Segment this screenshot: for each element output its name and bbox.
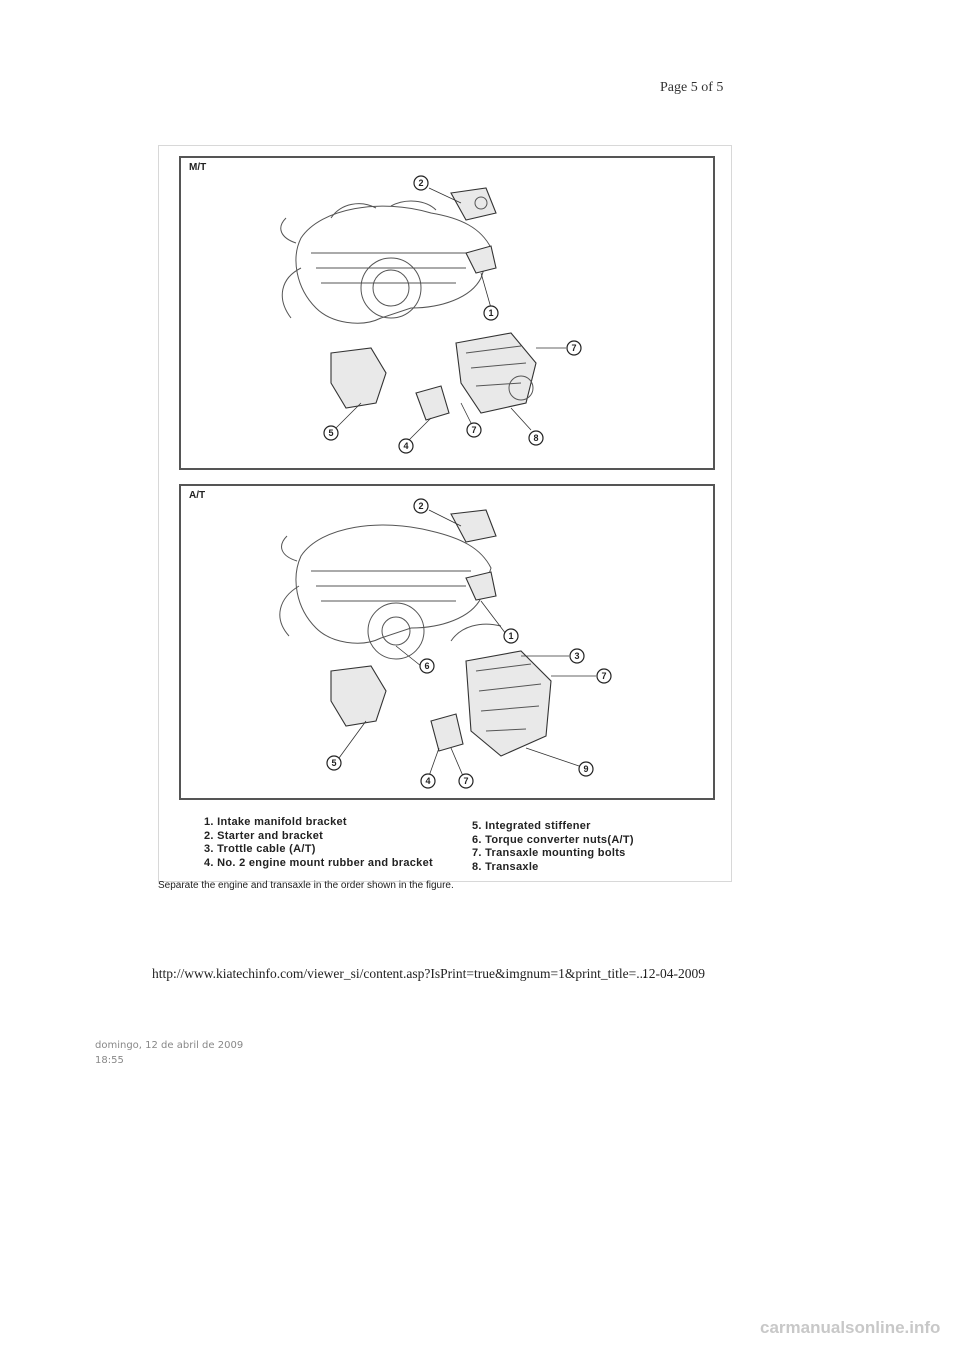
legend-item: 1. Intake manifold bracket: [204, 816, 347, 828]
callout-mt-4: [399, 439, 413, 453]
legend-column-right: [472, 820, 634, 874]
callout-at-4: [421, 774, 435, 788]
callout-mt-7a: [567, 341, 581, 355]
onenote-date: domingo, 12 de abril de 2009: [95, 1040, 244, 1051]
legend-column-left: [204, 816, 433, 870]
legend-item: 6. Torque converter nuts(A/T): [472, 833, 634, 846]
svg-text:3: 3: [574, 651, 580, 661]
callout-mt-5: [324, 426, 338, 440]
svg-text:2: 2: [418, 178, 424, 188]
svg-text:7: 7: [463, 776, 469, 786]
callout-at-3: [570, 649, 584, 663]
callout-at-7b: [459, 774, 473, 788]
exploded-view-figure: [158, 145, 732, 882]
panel-automatic-transmission: [179, 484, 715, 800]
callout-mt-7b: [467, 423, 481, 437]
callout-mt-8: [529, 431, 543, 445]
svg-text:2: 2: [418, 501, 424, 511]
callout-mt-2: [414, 176, 428, 190]
callout-at-9: [579, 762, 593, 776]
parts-legend: [204, 816, 724, 878]
svg-text:8: 8: [533, 433, 539, 443]
svg-text:5: 5: [328, 428, 334, 438]
panel-manual-transmission: [179, 156, 715, 470]
page-number: Page 5 of 5: [660, 80, 724, 95]
svg-text:1: 1: [488, 308, 494, 318]
legend-item: 8. Transaxle: [472, 860, 539, 873]
figure-caption: Separate the engine and transaxle in the order shown in the figure.: [158, 880, 454, 891]
svg-text:7: 7: [471, 425, 477, 435]
svg-text:7: 7: [571, 343, 577, 353]
at-engine-drawing: [181, 486, 709, 794]
callout-at-6: [420, 659, 434, 673]
onenote-time: 18:55: [95, 1055, 124, 1066]
svg-text:1: 1: [508, 631, 514, 641]
svg-text:9: 9: [583, 764, 589, 774]
legend-item: 3. Trottle cable (A/T): [204, 843, 316, 855]
mt-engine-drawing: [181, 158, 709, 464]
callout-at-1: [504, 629, 518, 643]
legend-item: 4. No. 2 engine mount rubber and bracket: [204, 856, 433, 869]
svg-text:4: 4: [425, 776, 431, 786]
callout-at-7a: [597, 669, 611, 683]
panel-label-at: A/T: [189, 490, 206, 501]
legend-item: 7. Transaxle mounting bolts: [472, 847, 626, 859]
legend-item: 5. Integrated stiffener: [472, 820, 591, 832]
callout-mt-1: [484, 306, 498, 320]
svg-text:6: 6: [424, 661, 430, 671]
source-url-link[interactable]: http://www.kiatechinfo.com/viewer_si/content.asp?IsPrint=true&imgnum=1&print_title=...: [152, 966, 647, 981]
svg-text:5: 5: [331, 758, 337, 768]
print-date: 12-04-2009: [642, 966, 705, 981]
panel-label-mt: M/T: [189, 162, 207, 173]
site-watermark: carmanualsonline.info: [760, 1318, 941, 1337]
callout-at-5: [327, 756, 341, 770]
legend-item: 2. Starter and bracket: [204, 829, 324, 842]
callout-at-2: [414, 499, 428, 513]
svg-text:7: 7: [601, 671, 607, 681]
svg-text:4: 4: [403, 441, 409, 451]
